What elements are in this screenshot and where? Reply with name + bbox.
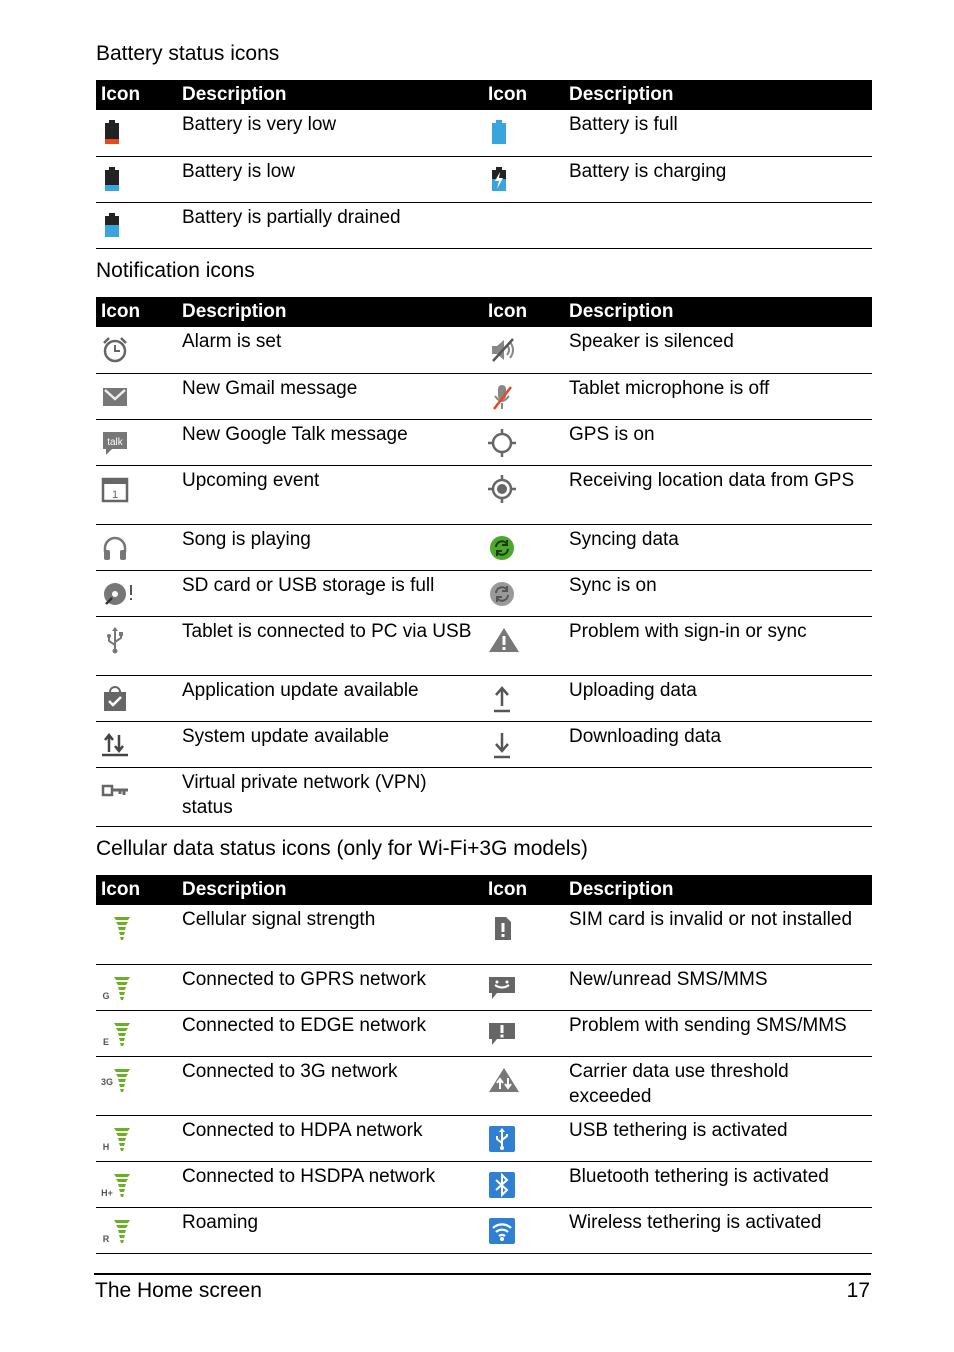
header-icon: Icon <box>96 80 178 110</box>
table-row <box>96 616 872 675</box>
table-cell: Battery is low <box>178 156 483 202</box>
table-cell: Virtual private network (VPN) status <box>178 767 483 826</box>
header-icon: Icon <box>483 80 565 110</box>
3g-network-icon <box>100 1065 134 1095</box>
notification-table <box>96 297 872 827</box>
table-cell: Connected to HSDPA network <box>178 1161 483 1207</box>
table-row <box>96 1115 872 1161</box>
table-row <box>96 570 872 616</box>
notification-section-title: Notification icons <box>96 259 255 282</box>
footer-section-title: The Home screen <box>95 1279 262 1302</box>
bluetooth-tethering-icon <box>487 1170 517 1200</box>
header-icon: Icon <box>483 297 565 327</box>
table-header-row <box>96 297 872 327</box>
table-row <box>96 373 872 419</box>
table-cell <box>565 767 872 826</box>
table-row <box>96 675 872 721</box>
usb-connected-icon <box>100 625 130 655</box>
system-update-icon <box>100 730 130 760</box>
gmail-icon <box>100 382 130 412</box>
table-cell: Battery is very low <box>178 110 483 156</box>
cellular-section-title: Cellular data status icons (only for Wi-Fi+3G models) <box>96 837 588 860</box>
table-row <box>96 1207 872 1253</box>
battery-charging-icon <box>487 165 511 193</box>
battery-low-icon <box>100 165 124 193</box>
gprs-network-icon <box>100 973 134 1003</box>
gps-receiving-icon <box>487 474 517 504</box>
alarm-icon <box>100 335 130 365</box>
table-row <box>96 767 872 826</box>
edge-network-icon <box>100 1019 134 1049</box>
vpn-key-icon <box>100 776 130 806</box>
sim-invalid-icon <box>487 913 517 943</box>
gps-on-icon <box>487 428 517 458</box>
table-cell: Tablet microphone is off <box>565 373 872 419</box>
table-cell: SIM card is invalid or not installed <box>565 905 872 964</box>
table-cell <box>565 202 872 248</box>
table-cell: Carrier data use threshold exceeded <box>565 1056 872 1115</box>
svg-text:G: G <box>102 990 110 1001</box>
sync-on-icon <box>487 579 517 609</box>
table-cell: Tablet is connected to PC via USB <box>178 616 483 675</box>
table-cell: Downloading data <box>565 721 872 767</box>
table-cell: Uploading data <box>565 675 872 721</box>
roaming-icon <box>100 1216 134 1246</box>
microphone-off-icon <box>487 382 517 412</box>
svg-text:E: E <box>102 1036 110 1047</box>
table-cell: Problem with sending SMS/MMS <box>565 1010 872 1056</box>
upload-icon <box>487 684 517 714</box>
table-cell: Roaming <box>178 1207 483 1253</box>
table-row <box>96 524 872 570</box>
header-description: Description <box>565 297 872 327</box>
svg-text:R: R <box>102 1233 110 1244</box>
svg-text:talk: talk <box>107 436 123 448</box>
table-cell: SD card or USB storage is full <box>178 570 483 616</box>
footer-divider <box>94 1273 871 1275</box>
table-cell: Connected to HDPA network <box>178 1115 483 1161</box>
sms-problem-icon <box>487 1019 517 1049</box>
battery-full-icon <box>487 118 511 146</box>
wifi-tethering-icon <box>487 1216 517 1246</box>
table-cell: Song is playing <box>178 524 483 570</box>
table-cell: Speaker is silenced <box>565 327 872 373</box>
headphones-icon <box>100 533 130 563</box>
table-cell: New Google Talk message <box>178 419 483 465</box>
table-cell: Battery is full <box>565 110 872 156</box>
header-description: Description <box>565 80 872 110</box>
battery-very-low-icon <box>100 118 124 146</box>
table-row <box>96 1056 872 1115</box>
header-icon: Icon <box>96 297 178 327</box>
data-threshold-icon <box>487 1065 521 1095</box>
table-header-row <box>96 80 872 110</box>
header-icon: Icon <box>96 875 178 905</box>
header-description: Description <box>178 297 483 327</box>
table-cell: New Gmail message <box>178 373 483 419</box>
table-row <box>96 202 872 248</box>
table-row <box>96 327 872 373</box>
table-row <box>96 465 872 524</box>
table-cell: Alarm is set <box>178 327 483 373</box>
header-description: Description <box>565 875 872 905</box>
table-row <box>96 110 872 156</box>
battery-table <box>96 80 872 249</box>
table-cell: Bluetooth tethering is activated <box>565 1161 872 1207</box>
table-cell: Connected to EDGE network <box>178 1010 483 1056</box>
header-description: Description <box>178 80 483 110</box>
svg-text:H+: H+ <box>101 1187 113 1198</box>
table-cell: USB tethering is activated <box>565 1115 872 1161</box>
hsdpa-network-icon <box>100 1170 134 1200</box>
table-cell: GPS is on <box>565 419 872 465</box>
svg-text:1: 1 <box>111 488 119 501</box>
speaker-silenced-icon <box>487 335 517 365</box>
signal-strength-icon <box>100 913 134 943</box>
table-row <box>96 964 872 1010</box>
warning-icon <box>487 625 521 655</box>
calendar-event-icon <box>100 474 130 504</box>
table-row <box>96 721 872 767</box>
battery-section-title: Battery status icons <box>96 42 280 65</box>
table-cell: Wireless tethering is activated <box>565 1207 872 1253</box>
table-header-row <box>96 875 872 905</box>
table-row <box>96 1161 872 1207</box>
svg-text:3G: 3G <box>100 1076 114 1087</box>
table-cell: Connected to 3G network <box>178 1056 483 1115</box>
cellular-table <box>96 875 872 1254</box>
table-cell: Application update available <box>178 675 483 721</box>
storage-full-icon <box>100 579 134 609</box>
usb-tethering-icon <box>487 1124 517 1154</box>
table-cell: New/unread SMS/MMS <box>565 964 872 1010</box>
table-row <box>96 156 872 202</box>
table-cell: Receiving location data from GPS <box>565 465 872 524</box>
download-icon <box>487 730 517 760</box>
table-cell: Connected to GPRS network <box>178 964 483 1010</box>
table-cell: Problem with sign-in or sync <box>565 616 872 675</box>
table-row <box>96 1010 872 1056</box>
hdpa-network-icon <box>100 1124 134 1154</box>
table-cell: Upcoming event <box>178 465 483 524</box>
table-cell: Syncing data <box>565 524 872 570</box>
google-talk-icon <box>100 428 130 458</box>
header-icon: Icon <box>483 875 565 905</box>
header-description: Description <box>178 875 483 905</box>
app-update-icon <box>100 684 130 714</box>
battery-partially-drained-icon <box>100 211 124 239</box>
table-cell: Cellular signal strength <box>178 905 483 964</box>
table-row <box>96 419 872 465</box>
table-cell: Sync is on <box>565 570 872 616</box>
table-cell: Battery is charging <box>565 156 872 202</box>
syncing-icon <box>487 533 517 563</box>
table-cell: Battery is partially drained <box>178 202 483 248</box>
table-cell: System update available <box>178 721 483 767</box>
table-row <box>96 905 872 964</box>
page-number: 17 <box>846 1279 870 1302</box>
svg-text:H: H <box>102 1141 110 1152</box>
sms-unread-icon <box>487 973 517 1003</box>
